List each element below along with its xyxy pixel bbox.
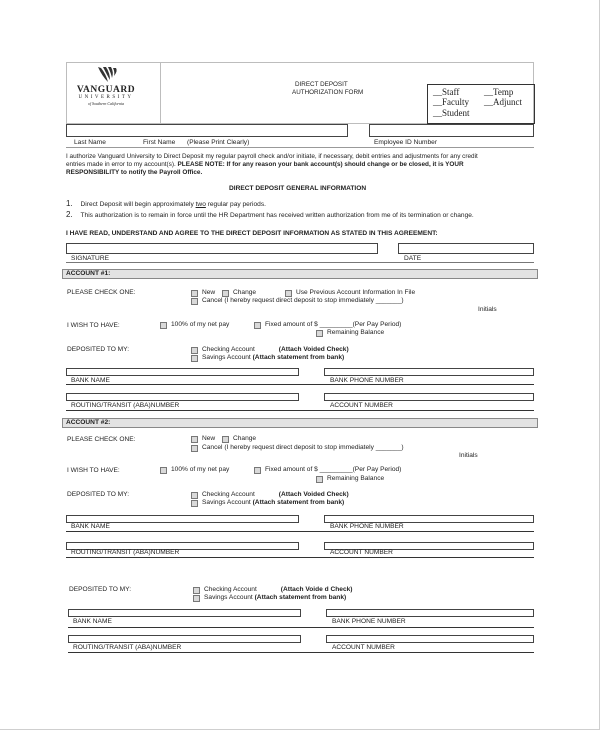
account-2-cancel-label: Cancel (I hereby request direct deposit to stop immediately _______) — [202, 444, 404, 451]
agreement-statement: I HAVE READ, UNDERSTAND AND AGREE TO THE DIRECT DEPOSIT INFORMATION AS STATED IN THIS AGREEMENT: — [66, 230, 438, 237]
account-1-header — [62, 269, 538, 279]
account-1-cancel-checkbox[interactable] — [191, 298, 198, 305]
signature-line — [66, 262, 534, 263]
account-1-check-one: PLEASE CHECK ONE: — [67, 289, 136, 296]
logo-tagline: of Southern California — [87, 101, 125, 106]
employee-id-label: Employee ID Number — [374, 139, 438, 146]
account-2-new-label: New — [202, 435, 216, 442]
extra-routing-line — [68, 652, 534, 653]
general-info-item-2: 2. This authorization is to remain in force until the HR Department has received written authorization from me of its termination or change. — [66, 210, 474, 219]
extra-checking-label: Checking Account (Attach Voide d Check) — [204, 586, 353, 593]
account-2-bank-phone-field[interactable] — [324, 515, 534, 523]
account-1-account-number-label: ACCOUNT NUMBER — [330, 402, 393, 409]
account-2-bank-line — [66, 531, 534, 532]
form-subtitle: AUTHORIZATION FORM — [292, 89, 364, 96]
extra-routing-field[interactable] — [68, 635, 301, 643]
account-1-cancel-label: Cancel (I hereby request direct deposit to stop immediately _______) — [202, 297, 404, 304]
account-1-change-checkbox[interactable] — [222, 290, 229, 297]
account-2-initials: Initials — [459, 452, 478, 459]
extra-routing-label: ROUTING/TRANSIT (ABA)NUMBER — [73, 644, 182, 651]
account-2-net-pay-checkbox[interactable] — [160, 467, 167, 474]
account-1-bank-phone-field[interactable] — [324, 368, 534, 376]
account-1-remaining-checkbox[interactable] — [316, 330, 323, 337]
account-2-change-label: Change — [233, 435, 257, 442]
account-1-deposited: DEPOSITED TO MY: — [67, 346, 130, 353]
account-1-checking-label: Checking Account (Attach Voided Check) — [202, 346, 349, 353]
account-2-remaining-checkbox[interactable] — [316, 476, 323, 483]
auth-line-3: RESPONSIBILITY to notify the Payroll Office. — [66, 169, 203, 176]
account-2-label: ACCOUNT #2: — [66, 419, 111, 426]
auth-line-2: entries made in error to my account(s). PLEASE NOTE: If for any reason your bank account(s) should change or be closed, it is YOUR — [66, 161, 464, 168]
account-1-new-label: New — [202, 289, 216, 296]
date-label: DATE — [404, 255, 422, 262]
name-field[interactable] — [66, 124, 348, 137]
extra-bank-name-label: BANK NAME — [73, 618, 112, 625]
status-adjunct[interactable]: __Adjunct — [484, 97, 522, 107]
last-name-label: Last Name — [74, 139, 106, 146]
signature-label: SIGNATURE — [71, 255, 109, 262]
account-1-initials: Initials — [478, 306, 497, 313]
vanguard-logo-icon — [96, 66, 120, 84]
account-2-remaining-label: Remaining Balance — [327, 475, 385, 482]
account-1-net-pay-checkbox[interactable] — [160, 322, 167, 329]
account-1-bank-name-field[interactable] — [66, 368, 299, 376]
account-1-routing-label: ROUTING/TRANSIT (ABA)NUMBER — [71, 402, 180, 409]
account-1-savings-checkbox[interactable] — [191, 355, 198, 362]
extra-bank-line — [68, 627, 534, 628]
account-2-routing-label: ROUTING/TRANSIT (ABA)NUMBER — [71, 549, 180, 556]
extra-account-number-label: ACCOUNT NUMBER — [332, 644, 395, 651]
status-student[interactable]: __Student — [433, 108, 470, 118]
account-2-cancel-checkbox[interactable] — [191, 445, 198, 452]
name-divider — [66, 147, 534, 148]
account-2-bank-phone-label: BANK PHONE NUMBER — [330, 523, 404, 530]
general-info-item-1: 1. Direct Deposit will begin approximately two regular pay periods. — [66, 199, 266, 208]
account-1-new-checkbox[interactable] — [191, 290, 198, 297]
extra-checking-checkbox[interactable] — [193, 587, 200, 594]
first-name-label: First Name — [143, 139, 176, 146]
account-1-savings-label: Savings Account (Attach statement from bank) — [202, 354, 345, 361]
extra-account-number-field[interactable] — [326, 635, 534, 643]
employee-id-field[interactable] — [369, 124, 534, 137]
extra-bank-name-field[interactable] — [68, 609, 301, 617]
account-1-bank-name-label: BANK NAME — [71, 377, 110, 384]
account-1-bank-line — [66, 384, 534, 385]
account-2-account-number-label: ACCOUNT NUMBER — [330, 549, 393, 556]
account-2-fixed-label: Fixed amount of $ _________(Per Pay Period) — [265, 466, 402, 473]
account-2-deposited: DEPOSITED TO MY: — [67, 491, 130, 498]
logo-name: VANGUARD — [76, 85, 136, 95]
extra-bank-phone-field[interactable] — [326, 609, 534, 617]
extra-bank-phone-label: BANK PHONE NUMBER — [332, 618, 406, 625]
account-2-bank-name-label: BANK NAME — [71, 523, 110, 530]
account-2-header — [62, 418, 538, 428]
logo-sub: UNIVERSITY — [78, 95, 134, 100]
account-2-routing-line — [66, 557, 534, 558]
status-staff[interactable]: __Staff — [433, 87, 460, 97]
account-2-new-checkbox[interactable] — [191, 436, 198, 443]
account-2-checking-checkbox[interactable] — [191, 492, 198, 499]
account-1-account-number-field[interactable] — [324, 393, 534, 401]
date-field[interactable] — [398, 243, 534, 254]
account-1-fixed-checkbox[interactable] — [254, 322, 261, 329]
account-2-savings-checkbox[interactable] — [191, 500, 198, 507]
status-temp[interactable]: __Temp — [484, 87, 514, 97]
form-title: DIRECT DEPOSIT — [295, 81, 348, 88]
status-faculty[interactable]: __Faculty — [433, 97, 469, 107]
account-1-change-label: Change — [233, 289, 257, 296]
auth-line-1: I authorize Vanguard University to Direct Deposit my regular payroll check and/or initiate, if necessary, debit entries and adjustments for any credit — [66, 153, 478, 160]
account-1-label: ACCOUNT #1: — [66, 270, 111, 277]
account-2-change-checkbox[interactable] — [222, 436, 229, 443]
account-2-bank-name-field[interactable] — [66, 515, 299, 523]
account-2-savings-label: Savings Account (Attach statement from bank) — [202, 499, 345, 506]
account-2-checking-label: Checking Account (Attach Voided Check) — [202, 491, 349, 498]
account-2-check-one: PLEASE CHECK ONE: — [67, 436, 136, 443]
extra-savings-checkbox[interactable] — [193, 595, 200, 602]
account-2-fixed-checkbox[interactable] — [254, 467, 261, 474]
general-info-heading: DIRECT DEPOSIT GENERAL INFORMATION — [229, 185, 367, 192]
signature-field[interactable] — [66, 243, 378, 254]
account-1-bank-phone-label: BANK PHONE NUMBER — [330, 377, 404, 384]
account-2-net-pay-label: 100% of my net pay — [171, 466, 230, 473]
extra-deposited: DEPOSITED TO MY: — [69, 586, 132, 593]
account-1-net-pay-label: 100% of my net pay — [171, 321, 230, 328]
print-note: (Please Print Clearly) — [187, 139, 250, 146]
account-1-use-previous-checkbox[interactable] — [285, 290, 292, 297]
account-1-fixed-label: Fixed amount of $ _________(Per Pay Period) — [265, 321, 402, 328]
account-1-remaining-label: Remaining Balance — [327, 329, 385, 336]
account-2-wish: I WISH TO HAVE: — [67, 467, 120, 474]
extra-savings-label: Savings Account (Attach statement from bank) — [204, 594, 347, 601]
account-1-use-previous-label: Use Previous Account Information In File — [296, 289, 416, 296]
account-1-checking-checkbox[interactable] — [191, 347, 198, 354]
account-1-routing-field[interactable] — [66, 393, 299, 401]
account-1-wish: I WISH TO HAVE: — [67, 322, 120, 329]
account-1-routing-line — [66, 410, 534, 411]
